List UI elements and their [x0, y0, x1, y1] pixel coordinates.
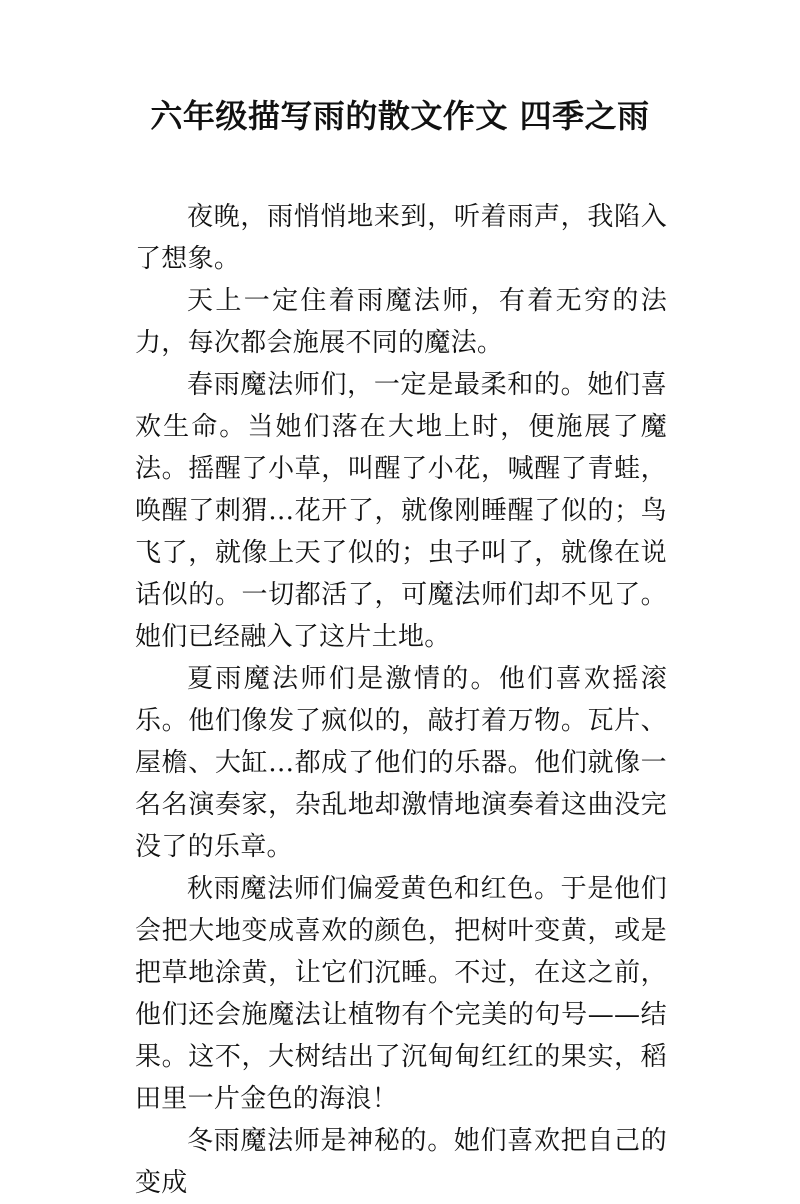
paragraph-3: 春雨魔法师们，一定是最柔和的。她们喜欢生命。当她们落在大地上时，便施展了魔法。摇醒了小草，叫醒了小花，喊醒了青蛙，唤醒了刺猬…花开了，就像刚睡醒了似的；鸟飞了，就像上天了似的；虫子叫了，就像在说话似的。一切都活了，可魔法师们却不见了。她们已经融入了这片土地。: [135, 370, 667, 652]
paragraph-5: 秋雨魔法师们偏爱黄色和红色。于是他们会把大地变成喜欢的颜色，把树叶变黄，或是把草地涂黄，让它们沉睡。不过，在这之前，他们还会施魔法让植物有个完美的句号——结果。这不，大树结出了沉甸甸红红的果实，稻田里一片金色的海浪！: [135, 874, 667, 1114]
paragraph-1: 夜晚，雨悄悄地来到，听着雨声，我陷入了想象。: [135, 202, 667, 274]
paragraph-4: 夏雨魔法师们是激情的。他们喜欢摇滚乐。他们像发了疯似的，敲打着万物。瓦片、屋檐、大缸…都成了他们的乐器。他们就像一名名演奏家，杂乱地却激情地演奏着这曲没完没了的乐章。: [135, 664, 667, 862]
paragraph-6: 冬雨魔法师是神秘的。她们喜欢把自己的变成: [135, 1126, 667, 1198]
paragraph-2: 天上一定住着雨魔法师，有着无穷的法力，每次都会施展不同的魔法。: [135, 286, 667, 358]
article-body: [135, 196, 667, 1204]
page-title: 六年级描写雨的散文作文 四季之雨: [150, 97, 650, 135]
